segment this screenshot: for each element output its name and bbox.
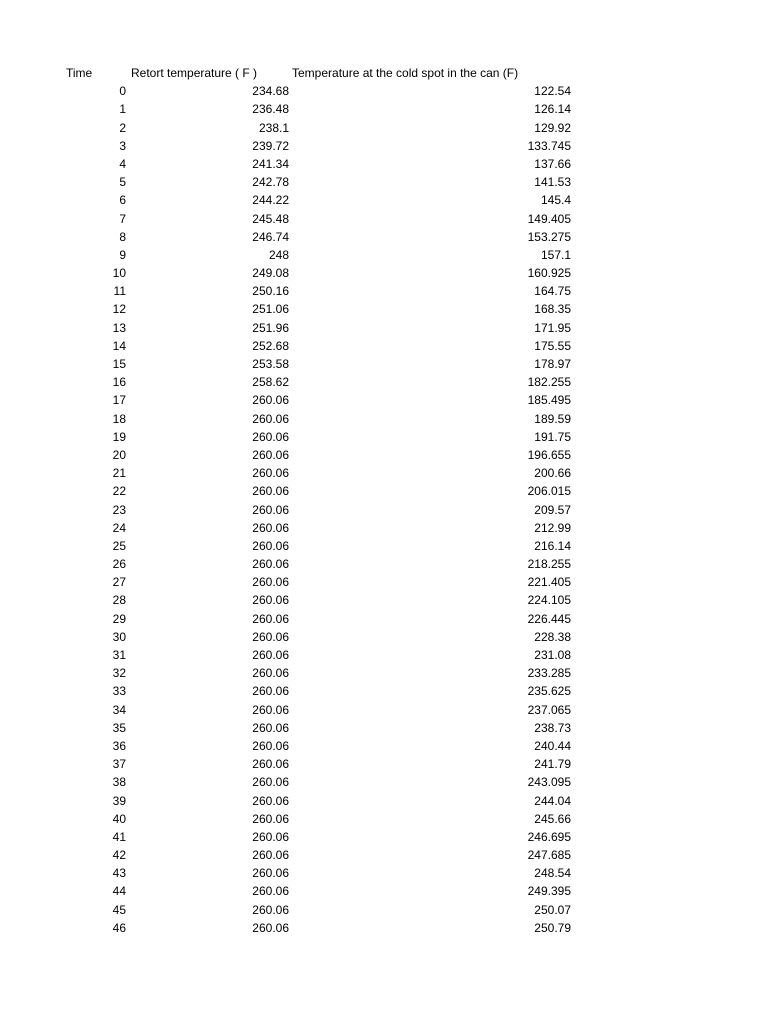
table-row: [0, 591, 768, 609]
cell-time: 4: [119, 156, 126, 171]
table-row: [0, 173, 768, 191]
cell-cold-spot-temperature: 241.79: [534, 757, 571, 772]
cell-retort-temperature: 260.06: [252, 593, 289, 608]
cell-retort-temperature: 260.06: [252, 411, 289, 426]
cell-retort-temperature: 260.06: [252, 575, 289, 590]
cell-time: 23: [112, 502, 126, 517]
cell-time: 25: [112, 538, 126, 553]
cell-retort-temperature: 260.06: [252, 484, 289, 499]
table-row: [0, 119, 768, 137]
cell-cold-spot-temperature: 240.44: [534, 738, 571, 753]
cell-time: 37: [112, 757, 126, 772]
table-body: [0, 82, 768, 937]
cell-retort-temperature: 260.06: [252, 611, 289, 626]
table-row: [0, 464, 768, 482]
cell-time: 1: [119, 102, 126, 117]
cell-cold-spot-temperature: 137.66: [534, 156, 571, 171]
cell-time: 39: [112, 793, 126, 808]
cell-time: 8: [119, 229, 126, 244]
cell-cold-spot-temperature: 157.1: [540, 247, 571, 262]
table-row: [0, 482, 768, 500]
cell-retort-temperature: 242.78: [252, 175, 289, 190]
table-row: [0, 373, 768, 391]
cell-retort-temperature: 260.06: [252, 720, 289, 735]
cell-cold-spot-temperature: 237.065: [527, 702, 571, 717]
cell-cold-spot-temperature: 244.04: [534, 793, 571, 808]
table-row: [0, 882, 768, 900]
cell-cold-spot-temperature: 178.97: [534, 357, 571, 371]
cell-retort-temperature: 253.58: [252, 357, 289, 371]
cell-time: 33: [112, 684, 126, 699]
table-row: [0, 82, 768, 100]
table-row: [0, 773, 768, 791]
cell-time: 16: [112, 375, 126, 390]
cell-retort-temperature: 248: [268, 247, 289, 262]
cell-time: 43: [112, 866, 126, 881]
table-row: [0, 228, 768, 246]
cell-cold-spot-temperature: 247.685: [527, 848, 571, 863]
cell-time: 40: [112, 811, 126, 826]
cell-time: 14: [112, 338, 126, 353]
cell-retort-temperature: 260.06: [252, 811, 289, 826]
cell-cold-spot-temperature: 153.275: [527, 229, 571, 244]
cell-cold-spot-temperature: 141.53: [534, 175, 571, 190]
table-row: [0, 755, 768, 773]
table-row: [0, 810, 768, 828]
cell-time: 29: [112, 611, 126, 626]
cell-cold-spot-temperature: 196.655: [527, 447, 571, 462]
cell-time: 13: [112, 320, 126, 335]
cell-time: 24: [112, 520, 126, 535]
cell-cold-spot-temperature: 145.4: [540, 193, 571, 208]
cell-time: 46: [112, 920, 126, 935]
table-row: [0, 446, 768, 464]
cell-time: 38: [112, 775, 126, 790]
cell-retort-temperature: 251.96: [252, 320, 289, 335]
cell-time: 36: [112, 738, 126, 753]
table-row: [0, 682, 768, 700]
table-row: [0, 792, 768, 810]
cell-retort-temperature: 260.06: [252, 738, 289, 753]
cell-time: 15: [112, 357, 126, 371]
cell-cold-spot-temperature: 182.255: [527, 375, 571, 390]
cell-time: 30: [112, 629, 126, 644]
cell-retort-temperature: 236.48: [252, 102, 289, 117]
table-row: [0, 337, 768, 355]
cell-time: 18: [112, 411, 126, 426]
cell-cold-spot-temperature: 160.925: [527, 266, 571, 281]
cell-retort-temperature: 260.06: [252, 429, 289, 444]
table-row: [0, 719, 768, 737]
table-row: [0, 300, 768, 318]
table-row: [0, 737, 768, 755]
table-row: [0, 391, 768, 409]
cell-time: 44: [112, 884, 126, 899]
header-cold-spot-temperature: Temperature at the cold spot in the can (F): [292, 66, 519, 80]
cell-cold-spot-temperature: 200.66: [534, 466, 571, 481]
cell-cold-spot-temperature: 149.405: [527, 211, 571, 226]
cell-time: 0: [119, 84, 126, 99]
cell-cold-spot-temperature: 212.99: [534, 520, 571, 535]
cell-cold-spot-temperature: 126.14: [534, 102, 571, 117]
cell-retort-temperature: 244.22: [252, 193, 289, 208]
cell-cold-spot-temperature: 248.54: [534, 866, 571, 881]
temperature-table: [0, 64, 768, 937]
cell-retort-temperature: 260.06: [252, 648, 289, 662]
cell-retort-temperature: 260.06: [252, 757, 289, 772]
table-row: [0, 410, 768, 428]
table-row: [0, 664, 768, 682]
cell-retort-temperature: 260.06: [252, 884, 289, 899]
cell-retort-temperature: 260.06: [252, 520, 289, 535]
cell-cold-spot-temperature: 221.405: [527, 575, 571, 590]
cell-cold-spot-temperature: 209.57: [534, 502, 571, 517]
cell-cold-spot-temperature: 245.66: [534, 811, 571, 826]
cell-cold-spot-temperature: 243.095: [527, 775, 571, 790]
cell-retort-temperature: 260.06: [252, 829, 289, 844]
table-row: [0, 646, 768, 664]
table-row: [0, 264, 768, 282]
cell-cold-spot-temperature: 250.79: [534, 920, 571, 935]
table-row: [0, 210, 768, 228]
cell-retort-temperature: 260.06: [252, 848, 289, 863]
cell-retort-temperature: 260.06: [252, 538, 289, 553]
table-row: [0, 573, 768, 591]
cell-time: 45: [112, 902, 126, 917]
cell-retort-temperature: 251.06: [252, 302, 289, 317]
cell-retort-temperature: 239.72: [252, 138, 289, 153]
table-row: [0, 828, 768, 846]
cell-cold-spot-temperature: 231.08: [534, 648, 571, 662]
cell-cold-spot-temperature: 226.445: [527, 611, 571, 626]
table-row: [0, 701, 768, 719]
table-row: [0, 610, 768, 628]
cell-time: 42: [112, 848, 126, 863]
cell-time: 26: [112, 557, 126, 572]
header-retort-temperature: Retort temperature ( F ): [131, 66, 258, 80]
cell-cold-spot-temperature: 122.54: [534, 84, 571, 99]
cell-time: 28: [112, 593, 126, 608]
cell-retort-temperature: 260.06: [252, 793, 289, 808]
table-row: [0, 282, 768, 300]
cell-cold-spot-temperature: 249.395: [527, 884, 571, 899]
cell-time: 7: [119, 211, 126, 226]
cell-time: 6: [119, 193, 126, 208]
cell-retort-temperature: 260.06: [252, 502, 289, 517]
cell-retort-temperature: 260.06: [252, 557, 289, 572]
table-row: [0, 519, 768, 537]
cell-retort-temperature: 252.68: [252, 338, 289, 353]
cell-retort-temperature: 260.06: [252, 702, 289, 717]
cell-time: 31: [112, 648, 126, 662]
cell-cold-spot-temperature: 228.38: [534, 629, 571, 644]
cell-time: 21: [112, 466, 126, 481]
table-row: [0, 864, 768, 882]
table-row: [0, 100, 768, 118]
cell-retort-temperature: 260.06: [252, 920, 289, 935]
cell-cold-spot-temperature: 218.255: [527, 557, 571, 572]
cell-retort-temperature: 260.06: [252, 447, 289, 462]
cell-cold-spot-temperature: 250.07: [534, 902, 571, 917]
cell-time: 11: [113, 284, 126, 299]
cell-cold-spot-temperature: 129.92: [534, 120, 571, 135]
cell-cold-spot-temperature: 216.14: [534, 538, 571, 553]
cell-cold-spot-temperature: 164.75: [534, 284, 571, 299]
cell-time: 22: [112, 484, 126, 499]
cell-time: 32: [112, 666, 126, 681]
table-row: [0, 319, 768, 337]
table-row: [0, 155, 768, 173]
cell-time: 19: [112, 429, 126, 444]
cell-time: 35: [112, 720, 126, 735]
cell-cold-spot-temperature: 133.745: [527, 138, 571, 153]
table-row: [0, 901, 768, 919]
cell-time: 10: [112, 266, 126, 281]
cell-retort-temperature: 234.68: [252, 84, 289, 99]
cell-retort-temperature: 258.62: [252, 375, 289, 390]
header-time: Time: [66, 66, 93, 80]
cell-retort-temperature: 260.06: [252, 775, 289, 790]
cell-time: 5: [119, 175, 126, 190]
cell-retort-temperature: 260.06: [252, 684, 289, 699]
table-row: [0, 919, 768, 937]
cell-cold-spot-temperature: 233.285: [527, 666, 571, 681]
header-row: [0, 64, 768, 82]
cell-retort-temperature: 260.06: [252, 629, 289, 644]
table-row: [0, 137, 768, 155]
cell-time: 9: [119, 247, 126, 262]
table-row: [0, 246, 768, 264]
cell-cold-spot-temperature: 246.695: [527, 829, 571, 844]
cell-cold-spot-temperature: 171.95: [534, 320, 571, 335]
cell-cold-spot-temperature: 206.015: [527, 484, 571, 499]
cell-retort-temperature: 249.08: [252, 266, 289, 281]
table-row: [0, 191, 768, 209]
cell-time: 2: [119, 120, 126, 135]
cell-retort-temperature: 238.1: [258, 120, 289, 135]
cell-cold-spot-temperature: 175.55: [534, 338, 571, 353]
table-row: [0, 355, 768, 373]
cell-cold-spot-temperature: 238.73: [534, 720, 571, 735]
cell-retort-temperature: 245.48: [252, 211, 289, 226]
cell-time: 17: [112, 393, 126, 408]
cell-time: 20: [112, 447, 126, 462]
cell-cold-spot-temperature: 224.105: [527, 593, 571, 608]
cell-retort-temperature: 260.06: [252, 902, 289, 917]
cell-retort-temperature: 260.06: [252, 466, 289, 481]
cell-cold-spot-temperature: 235.625: [527, 684, 571, 699]
cell-retort-temperature: 241.34: [252, 156, 289, 171]
table-row: [0, 537, 768, 555]
cell-retort-temperature: 246.74: [252, 229, 289, 244]
cell-retort-temperature: 250.16: [252, 284, 289, 299]
table-row: [0, 555, 768, 573]
cell-cold-spot-temperature: 185.495: [527, 393, 571, 408]
cell-retort-temperature: 260.06: [252, 393, 289, 408]
cell-cold-spot-temperature: 168.35: [534, 302, 571, 317]
table-row: [0, 846, 768, 864]
cell-time: 34: [112, 702, 126, 717]
cell-time: 27: [112, 575, 126, 590]
cell-retort-temperature: 260.06: [252, 666, 289, 681]
cell-time: 41: [112, 829, 126, 844]
cell-cold-spot-temperature: 189.59: [534, 411, 571, 426]
table-row: [0, 428, 768, 446]
table-row: [0, 501, 768, 519]
cell-time: 12: [112, 302, 126, 317]
table-row: [0, 628, 768, 646]
cell-time: 3: [119, 138, 126, 153]
cell-retort-temperature: 260.06: [252, 866, 289, 881]
cell-cold-spot-temperature: 191.75: [534, 429, 571, 444]
